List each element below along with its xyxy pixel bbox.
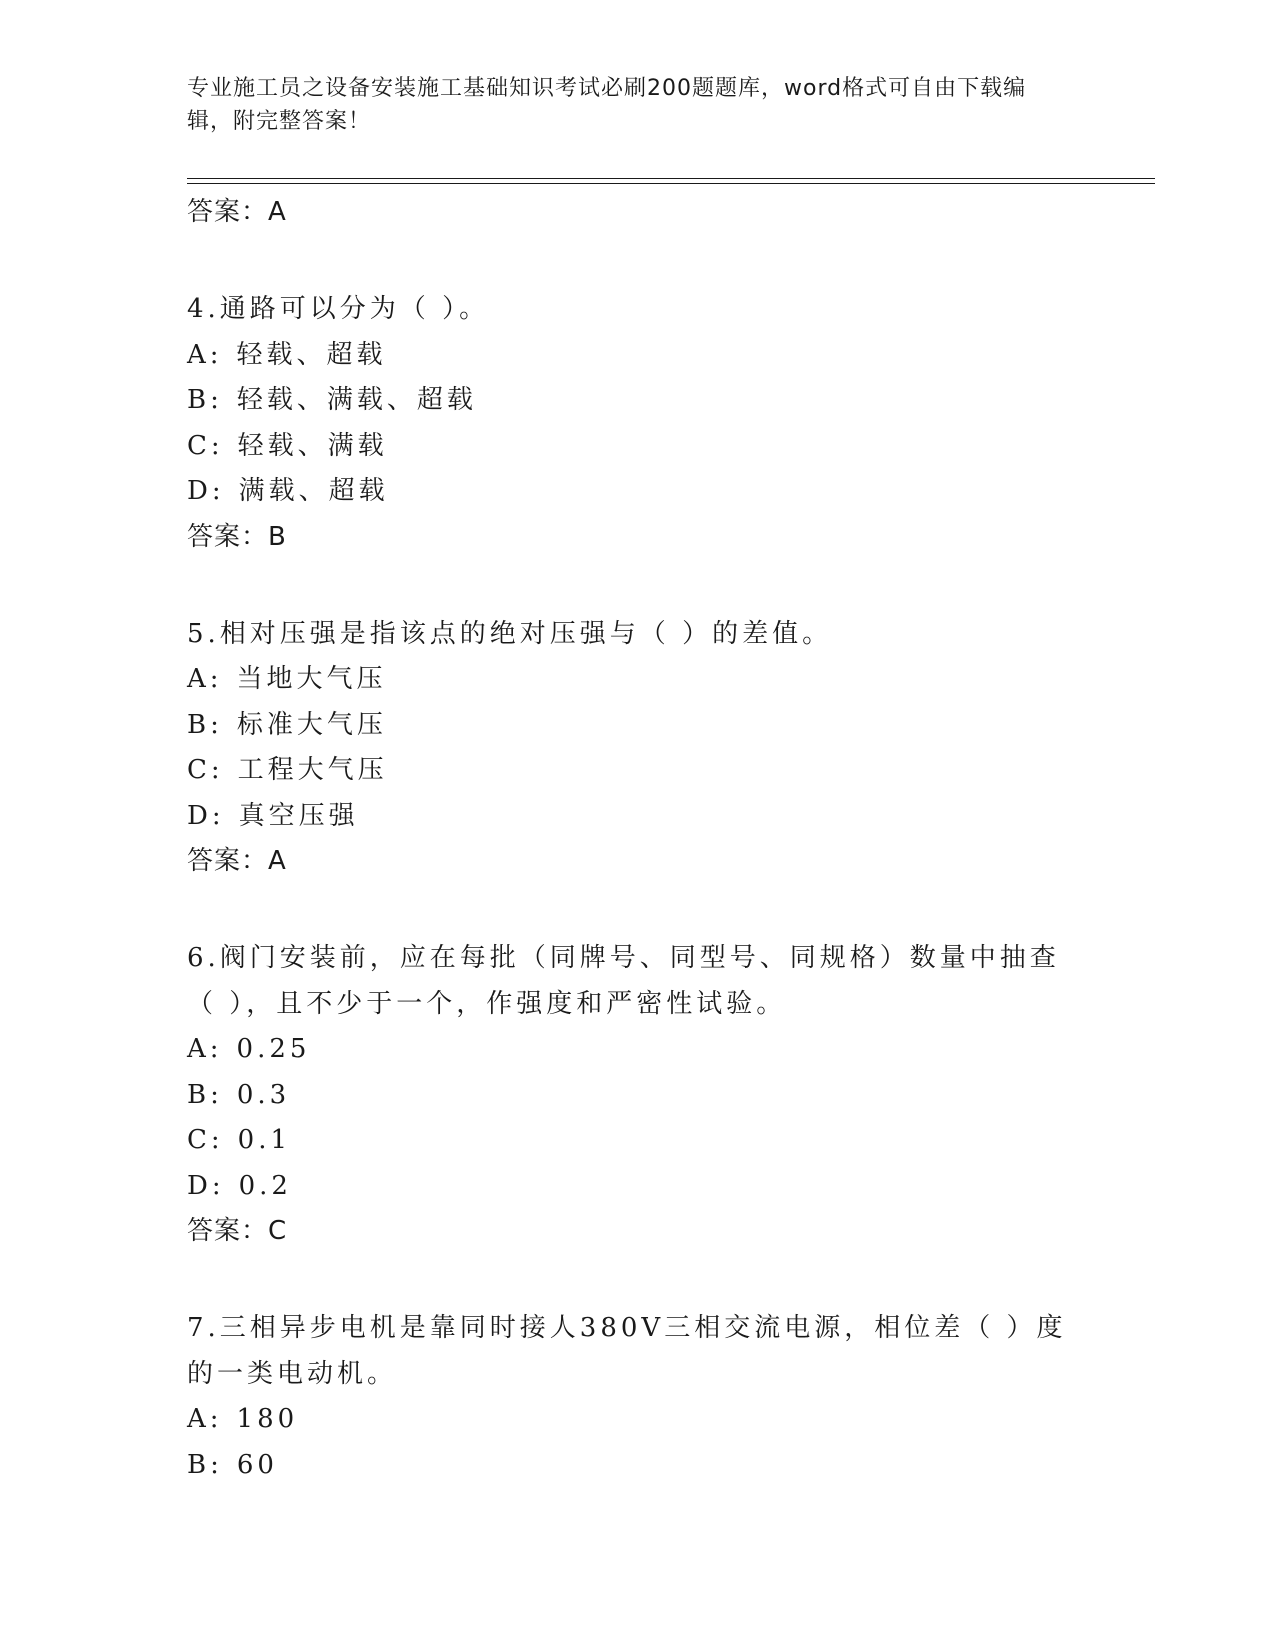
option-b [187,378,1067,424]
spacer [187,235,1067,287]
answer-q4: 答案：B [187,521,287,552]
option-label: C: [187,430,224,461]
option-label: A: [187,1034,223,1064]
option-b [187,1073,1067,1119]
option-text: 0.1 [237,1125,292,1155]
question-text: 7.三相异步电机是靠同时接人380V三相交流电源，相位差（ ）度的一类电动机。 [187,1313,1067,1389]
option-text: 标准大气压 [236,709,387,740]
option-c [187,424,1067,470]
option-text: 当地大气压 [236,664,387,694]
option-label: C: [187,1125,224,1155]
option-b [187,1443,1067,1489]
document-header: 专业施工员之设备安装施工基础知识考试必刷200题题库，word格式可自由下载编辑，附完整答案！ [187,76,1027,134]
answer-q6: 答案：C [187,1216,288,1246]
option-label: A: [187,664,223,694]
option-text: 60 [236,1449,278,1480]
question-block-4 [187,287,1067,560]
answer-q3: 答案：A [187,197,287,227]
spacer [187,884,1067,936]
question-block-7 [187,1306,1067,1488]
option-a [187,1027,1067,1073]
option-text: 0.25 [236,1034,311,1064]
option-text: 真空压强 [238,800,359,831]
question-text: 4.通路可以分为（ ）。 [187,294,490,324]
option-text: 工程大气压 [237,755,388,785]
option-c [187,748,1067,794]
option-c [187,1118,1067,1164]
option-label: B: [187,385,223,415]
option-text: 0.2 [238,1170,292,1201]
question-block-6 [187,936,1067,1254]
option-text: 轻载、满载、超载 [236,385,477,415]
option-text: 轻载、满载 [237,430,388,461]
option-text: 0.3 [236,1079,291,1110]
option-text: 轻载、超载 [236,339,387,370]
header-divider-bottom [187,183,1155,184]
question-list [187,190,1067,1488]
option-label: B: [187,1449,223,1480]
option-label: D: [187,1170,225,1201]
option-a [187,1397,1067,1443]
option-label: C: [187,755,224,785]
spacer [187,1254,1067,1306]
question-text: 6.阀门安装前，应在每批（同牌号、同型号、同规格）数量中抽查（ ），且不少于一个，作强度和严密性试验。 [187,943,1060,1019]
option-label: D: [187,476,225,506]
option-label: B: [187,1079,223,1110]
option-label: A: [187,1404,223,1434]
option-d [187,469,1067,515]
option-a [187,657,1067,703]
option-label: A: [187,339,223,370]
option-d [187,794,1067,840]
option-text: 180 [236,1404,299,1434]
option-b [187,703,1067,749]
answer-q5: 答案：A [187,846,287,876]
header-divider-top [187,178,1155,179]
question-block-5 [187,612,1067,885]
question-text: 5.相对压强是指该点的绝对压强与（ ）的差值。 [187,618,833,649]
option-text: 满载、超载 [238,476,389,506]
option-d [187,1164,1067,1210]
option-label: D: [187,800,225,831]
option-a [187,333,1067,379]
spacer [187,560,1067,612]
option-label: B: [187,709,223,740]
